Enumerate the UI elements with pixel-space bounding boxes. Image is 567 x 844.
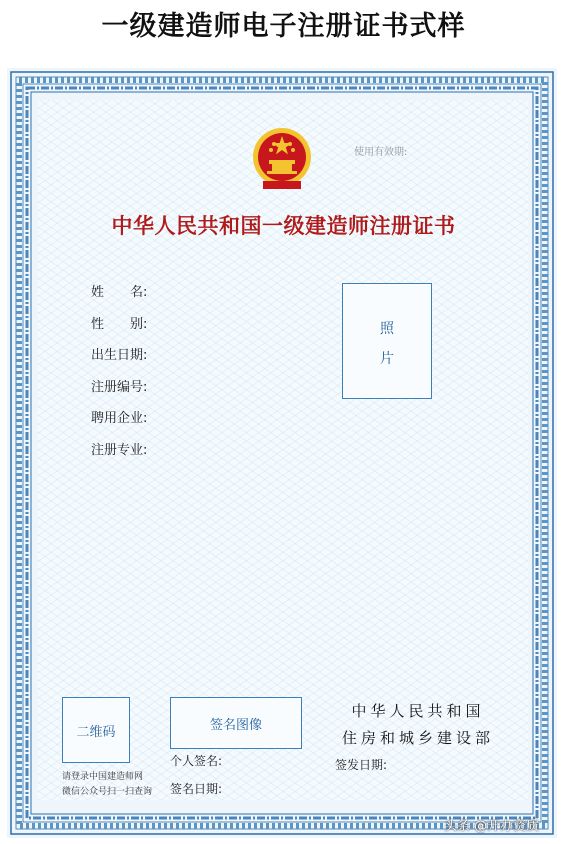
qr-note-line-1: 请登录中国建造师网 <box>62 772 144 782</box>
issuer-line-2: 住房和城乡建设部 <box>341 729 494 747</box>
issue-date-label: 签发日期: <box>335 758 388 772</box>
qr-code-label: 二维码 <box>76 724 116 740</box>
qr-code-placeholder <box>62 697 130 763</box>
field-registration-number-label: 注册编号: <box>91 380 148 395</box>
signature-date-label: 签名日期: <box>170 782 223 796</box>
field-employer-label: 聘用企业: <box>91 411 148 426</box>
issuer-line-1: 中华人民共和国 <box>351 702 485 720</box>
field-gender-label: 性 别: <box>91 317 148 332</box>
signature-image-label: 签名图像 <box>209 717 262 733</box>
signature-image-placeholder <box>170 697 302 749</box>
photo-char-2: 片 <box>380 351 394 367</box>
validity-label: 使用有效期: <box>354 147 408 158</box>
national-emblem-icon <box>249 126 315 192</box>
photo-char-1: 照 <box>380 321 394 337</box>
photo-placeholder <box>342 283 432 399</box>
page-title: 一级建造师电子注册证书式样 <box>101 11 466 42</box>
qr-note-line-2: 微信公众号扫一扫查询 <box>62 787 153 797</box>
watermark: 头条 @开办资质 <box>444 819 540 834</box>
personal-signature-label: 个人签名: <box>170 754 223 768</box>
field-name-label: 姓 名: <box>91 285 148 300</box>
field-birthdate-label: 出生日期: <box>91 348 148 363</box>
certificate-title: 中华人民共和国一级建造师注册证书 <box>111 214 456 238</box>
field-specialty-label: 注册专业: <box>91 443 148 458</box>
